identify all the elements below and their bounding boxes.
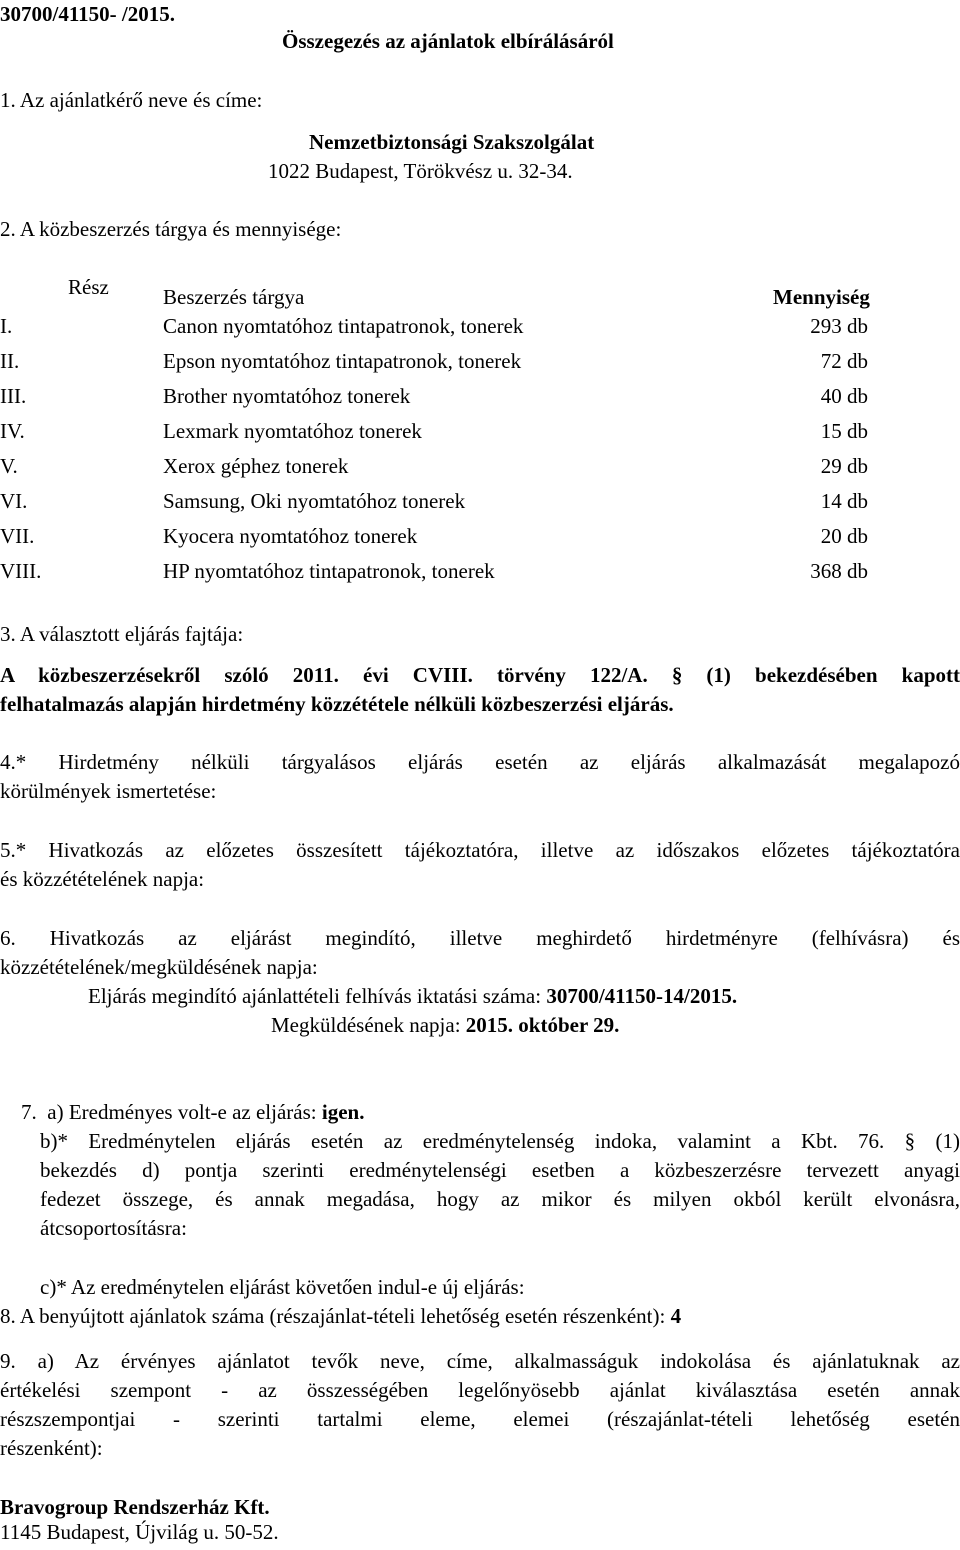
company-name: Bravogroup Rendszerház Kft.	[0, 1495, 270, 1519]
quantity-value: 293 db	[810, 314, 868, 338]
quantity-value: 15 db	[820, 419, 868, 443]
part-number: VII.	[0, 524, 35, 548]
company-address: 1145 Budapest, Újvilág u. 50-52.	[0, 1520, 279, 1544]
document-title: Összegezés az ajánlatok elbírálásáról	[282, 29, 614, 53]
section-2-label: 2. A közbeszerzés tárgya és mennyisége:	[0, 217, 342, 241]
part-number: II.	[0, 349, 20, 373]
section-5-line: és közzétételének napja:	[0, 867, 205, 891]
section-8	[0, 1302, 681, 1331]
subject-text: Canon nyomtatóhoz tintapatronok, tonerek	[163, 314, 524, 338]
table-row	[0, 484, 960, 519]
quantity-value: 40 db	[820, 384, 868, 408]
section-4-text	[0, 748, 960, 806]
subject-text: Brother nyomtatóhoz tonerek	[163, 384, 411, 408]
section-4-line: körülmények ismertetése:	[0, 779, 217, 803]
procedure-reference-value: 30700/41150-14/2015.	[546, 984, 738, 1008]
section-7a-label: 7. a) Eredményes volt-e az eljárás:	[21, 1100, 322, 1124]
sent-date	[271, 1011, 619, 1040]
section-3-label: 3. A választott eljárás fajtája:	[0, 622, 244, 646]
quantity-value: 29 db	[820, 454, 868, 478]
procedure-reference-label: Eljárás megindító ajánlattételi felhívás iktatási száma:	[88, 984, 547, 1008]
section-3-line: A közbeszerzésekről szóló 2011. évi CVIII. törvény 122/A. § (1) bekezdésében kapott	[0, 663, 960, 687]
section-5-text	[0, 836, 960, 894]
part-number: I.	[0, 314, 13, 338]
section-9-line: 9. a) Az érvényes ajánlatot tevők neve, címe, alkalmasságuk indokolása és ajánlatuknak az	[0, 1349, 960, 1373]
section-1-label: 1. Az ajánlatkérő neve és címe:	[0, 88, 263, 112]
section-7b-line: átcsoportosításra:	[40, 1216, 187, 1240]
quantity-value: 72 db	[820, 349, 868, 373]
section-9-line: értékelési szempont - az összességében legelőnyösebb ajánlat kiválasztása esetén annak	[0, 1378, 960, 1402]
section-7b-line: bekezdés d) pontja szerinti eredménytelenségi esetben a közbeszerzésre tervezett anyagi	[40, 1158, 960, 1182]
table-row	[0, 414, 960, 449]
quantity-value: 14 db	[820, 489, 868, 513]
section-4-line: 4.* Hirdetmény nélküli tárgyalásos eljárás esetén az eljárás alkalmazását megalapozó	[0, 750, 960, 774]
part-number: III.	[0, 384, 27, 408]
subject-text: HP nyomtatóhoz tintapatronok, tonerek	[163, 559, 495, 583]
section-9-line: részenként):	[0, 1436, 103, 1460]
section-8-value: 4	[670, 1304, 682, 1328]
section-6-line: közzétételének/megküldésének napja:	[0, 955, 318, 979]
section-9-text	[0, 1347, 960, 1463]
table-row	[0, 554, 960, 589]
table-row	[0, 344, 960, 379]
part-number: IV.	[0, 419, 25, 443]
quantity-value: 368 db	[810, 559, 868, 583]
table-row	[0, 309, 960, 344]
section-7b-line: fedezet összege, és annak megadása, hogy az mikor és milyen okból került elvonásra,	[40, 1187, 960, 1211]
sent-date-label: Megküldésének napja:	[271, 1013, 466, 1037]
organization-address: 1022 Budapest, Törökvész u. 32-34.	[268, 159, 573, 183]
subject-text: Epson nyomtatóhoz tintapatronok, tonerek	[163, 349, 522, 373]
part-number: V.	[0, 454, 18, 478]
subject-text: Xerox géphez tonerek	[163, 454, 349, 478]
subject-text: Samsung, Oki nyomtatóhoz tonerek	[163, 489, 466, 513]
table-row	[0, 379, 960, 414]
organization-name: Nemzetbiztonsági Szakszolgálat	[309, 130, 595, 154]
section-7a-value: igen.	[321, 1100, 365, 1124]
part-number: VI.	[0, 489, 28, 513]
sent-date-value: 2015. október 29.	[465, 1013, 620, 1037]
table-row	[0, 519, 960, 554]
column-header-subject: Beszerzés tárgya	[163, 285, 305, 309]
items-table	[0, 309, 960, 589]
column-header-quantity: Mennyiség	[773, 285, 870, 309]
section-8-label: 8. A benyújtott ajánlatok száma (részajánlat-tételi lehetőség esetén részenként):	[0, 1304, 671, 1328]
section-9-line: részszempontjai - szerinti tartalmi eleme, elemei (részajánlat-tételi lehetőség esetén	[0, 1407, 960, 1431]
procedure-reference	[88, 982, 737, 1011]
section-5-line: 5.* Hivatkozás az előzetes összesített tájékoztatóra, illetve az időszakos előzetes tájékoztatóra	[0, 838, 960, 862]
part-number: VIII.	[0, 559, 42, 583]
quantity-value: 20 db	[820, 524, 868, 548]
column-header-part: Rész	[68, 275, 109, 299]
subject-text: Kyocera nyomtatóhoz tonerek	[163, 524, 418, 548]
reference-number: 30700/41150- /2015.	[0, 2, 176, 26]
section-7b-line: b)* Eredménytelen eljárás esetén az eredménytelenség indoka, valamint a Kbt. 76. § (1)	[40, 1129, 960, 1153]
section-6-line: 6. Hivatkozás az eljárást megindító, illetve meghirdető hirdetményre (felhívásra) és	[0, 926, 960, 950]
table-row	[0, 449, 960, 484]
section-7b-text	[40, 1127, 960, 1243]
section-3-line: felhatalmazás alapján hirdetmény közzététele nélküli közbeszerzési eljárás.	[0, 692, 674, 716]
section-3-text	[0, 661, 960, 719]
section-7c-text: c)* Az eredménytelen eljárást követően indul-e új eljárás:	[40, 1275, 525, 1299]
section-6-text	[0, 924, 960, 982]
subject-text: Lexmark nyomtatóhoz tonerek	[163, 419, 422, 443]
